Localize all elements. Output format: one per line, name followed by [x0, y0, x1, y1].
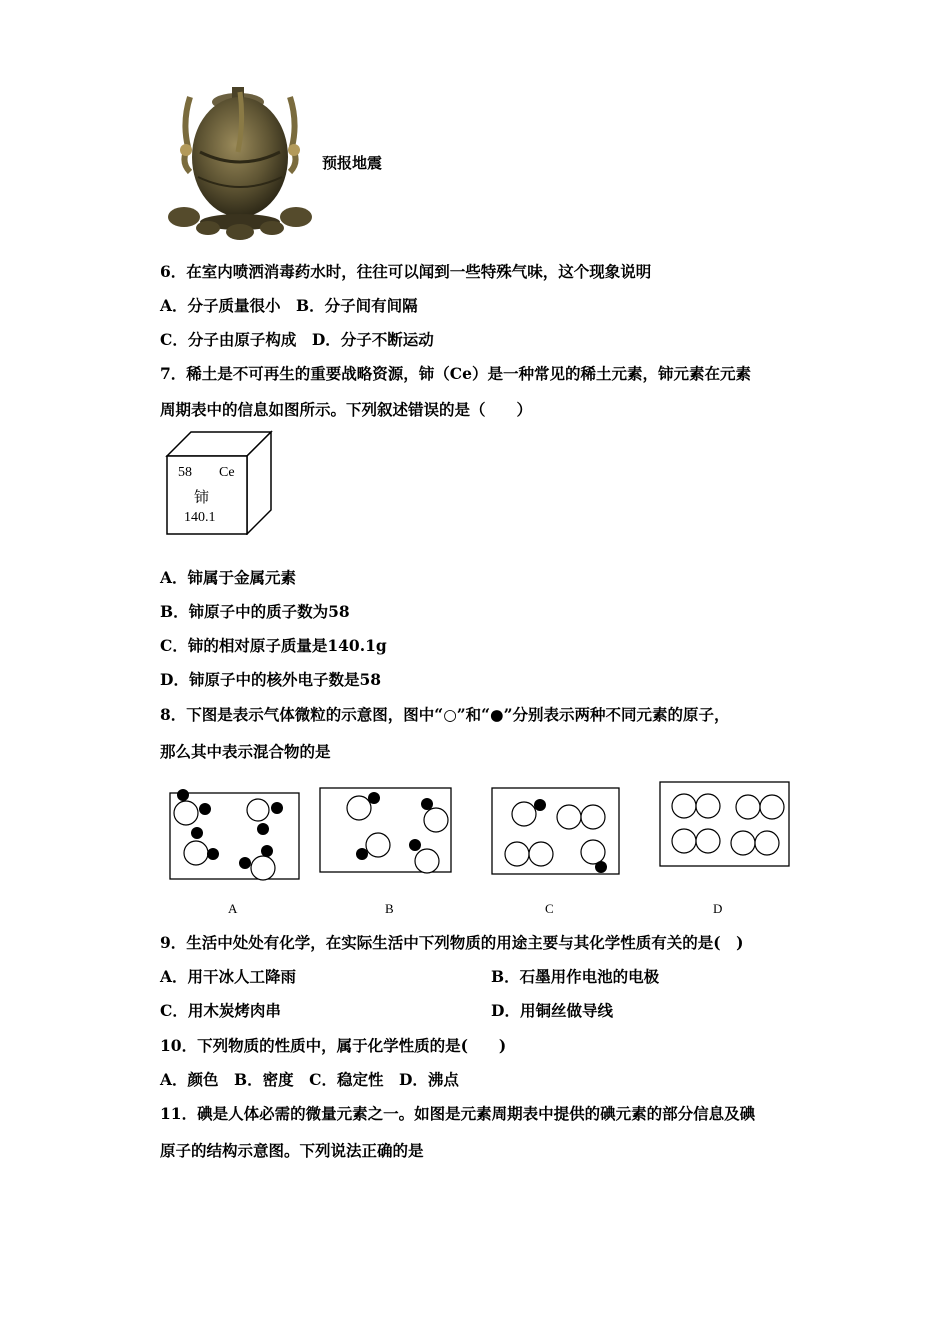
q7-option-c: C．铈的相对原子质量是140.1g: [160, 636, 387, 655]
q8-stem-line1: 8．下图是表示气体微粒的示意图，图中“○”和“●”分别表示两种不同元素的原子，: [160, 705, 730, 724]
q9-option-c: C．用木炭烤肉串: [160, 1001, 281, 1020]
q6-stem: 6．在室内喷洒消毒药水时，往往可以闻到一些特殊气味，这个现象说明: [160, 262, 652, 281]
q10-options: A．颜色 B．密度 C．稳定性 D．沸点: [160, 1070, 459, 1089]
q8-stem-line2: 那么其中表示混合物的是: [160, 742, 331, 761]
element-symbol: Ce: [219, 465, 235, 480]
q7-stem-line1: 7．稀土是不可再生的重要战略资源，铈（Ce）是一种常见的稀土元素，铈元素在元素: [160, 364, 751, 383]
q6-options-row2: C．分子由原子构成 D．分子不断运动: [160, 330, 434, 349]
q10-stem: 10．下列物质的性质中，属于化学性质的是( ): [160, 1036, 507, 1055]
q11-stem-line1: 11．碘是人体必需的微量元素之一。如图是元素周期表中提供的碘元素的部分信息及碘: [160, 1104, 756, 1123]
q9-option-a: A．用干冰人工降雨: [160, 967, 297, 986]
particle-panel-b: [318, 786, 454, 876]
element-card-frame: [165, 430, 275, 535]
panel-label-d: D: [713, 901, 723, 916]
particle-panel-c: [490, 786, 622, 878]
particle-panel-d: [658, 780, 792, 870]
seismograph-caption: 预报地震: [322, 154, 383, 172]
element-atomic-number: 58: [178, 465, 192, 480]
q11-stem-line2: 原子的结构示意图。下列说法正确的是: [160, 1141, 424, 1160]
element-mass: 140.1: [184, 510, 216, 525]
panel-label-b: B: [385, 901, 394, 916]
q9-option-b: B．石墨用作电池的电极: [491, 967, 660, 986]
q6-options-row1: A．分子质量很小 B．分子间有间隔: [160, 296, 418, 315]
particle-panel-a: [169, 789, 301, 883]
q9-stem: 9．生活中处处有化学，在实际生活中下列物质的用途主要与其化学性质有关的是( ): [160, 933, 744, 952]
seismograph-image: [160, 82, 320, 242]
q7-stem-line2: 周期表中的信息如图所示。下列叙述错误的是（ ）: [160, 400, 533, 419]
q9-option-d: D．用铜丝做导线: [491, 1001, 613, 1020]
panel-label-a: A: [228, 901, 238, 916]
panel-label-c: C: [545, 901, 554, 916]
q7-option-d: D．铈原子中的核外电子数是58: [160, 670, 382, 689]
q7-option-b: B．铈原子中的质子数为58: [160, 602, 350, 621]
element-name: 铈: [194, 488, 210, 506]
q7-option-a: A．铈属于金属元素: [160, 568, 297, 587]
